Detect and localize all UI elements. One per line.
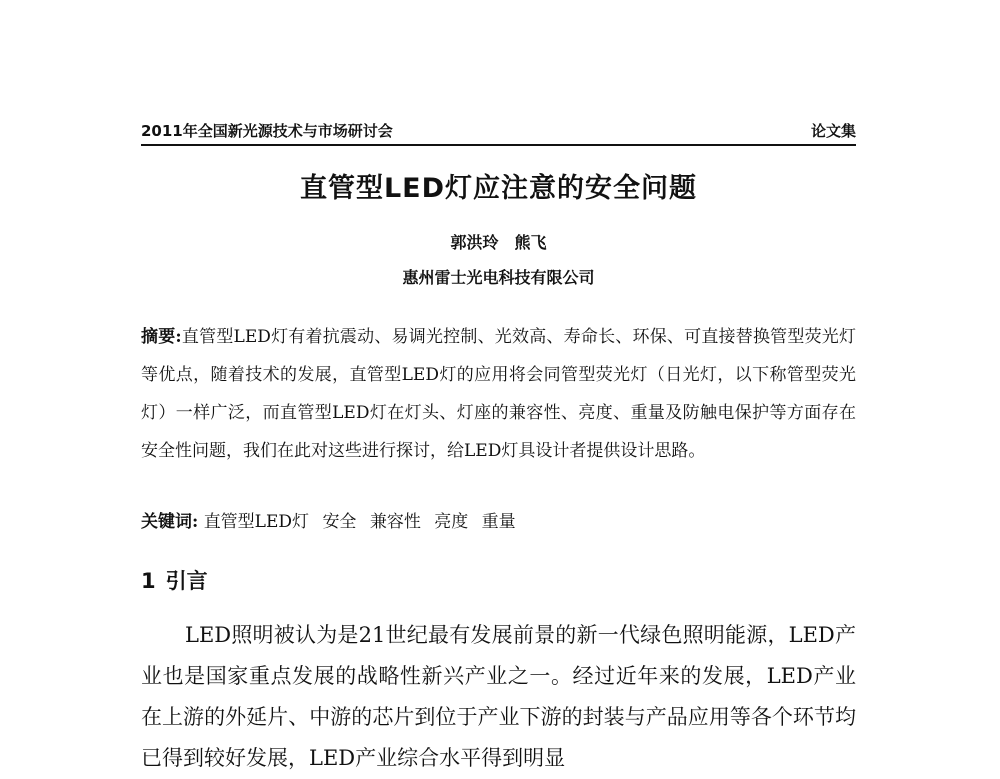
abstract-text: 直管型LED灯有着抗震动、易调光控制、光效高、寿命长、环保、可直接替换管型荧光灯等优点，随着技术的发展，直管型LED灯的应用将会同管型荧光灯（日光灯，以下称管型荧光灯）一样广泛，而直管型LED灯在灯头、灯座的兼容性、亮度、重量及防触电保护等方面存在安全性问题，我们在此对这些进行探讨，给LED灯具设计者提供设计思路。 (141, 327, 857, 461)
keywords-label: 关键词: (141, 512, 199, 532)
keyword: 兼容性 (369, 512, 421, 532)
keyword: 亮度 (434, 512, 469, 532)
paper-title: 直管型LED灯应注意的安全问题 (299, 173, 698, 204)
abstract (141, 318, 856, 470)
running-header (141, 118, 856, 146)
section-title: 引言 (165, 569, 208, 593)
abstract-label: 摘要: (141, 327, 182, 347)
section-heading (141, 566, 208, 596)
keyword: 重量 (481, 512, 516, 532)
keyword: 安全 (322, 512, 357, 532)
keywords (141, 508, 856, 536)
authors: 郭洪玲 熊飞 (450, 233, 547, 252)
body-paragraph: LED照明被认为是21世纪最有发展前景的新一代绿色照明能源，LED产业也是国家重点发展的战略性新兴产业之一。经过近年来的发展，LED产业在上游的外延片、中游的芯片到位于产业下游的封装与产品应用等各个环节均已得到较好发展，LED产业综合水平得到明显 (141, 623, 856, 770)
keyword: 直管型LED灯 (203, 512, 310, 532)
section-number: 1 (141, 569, 156, 593)
proceedings-label: 论文集 (810, 122, 856, 140)
affiliation: 惠州雷士光电科技有限公司 (402, 268, 595, 287)
conference-name: 2011年全国新光源技术与市场研讨会 (141, 122, 393, 140)
